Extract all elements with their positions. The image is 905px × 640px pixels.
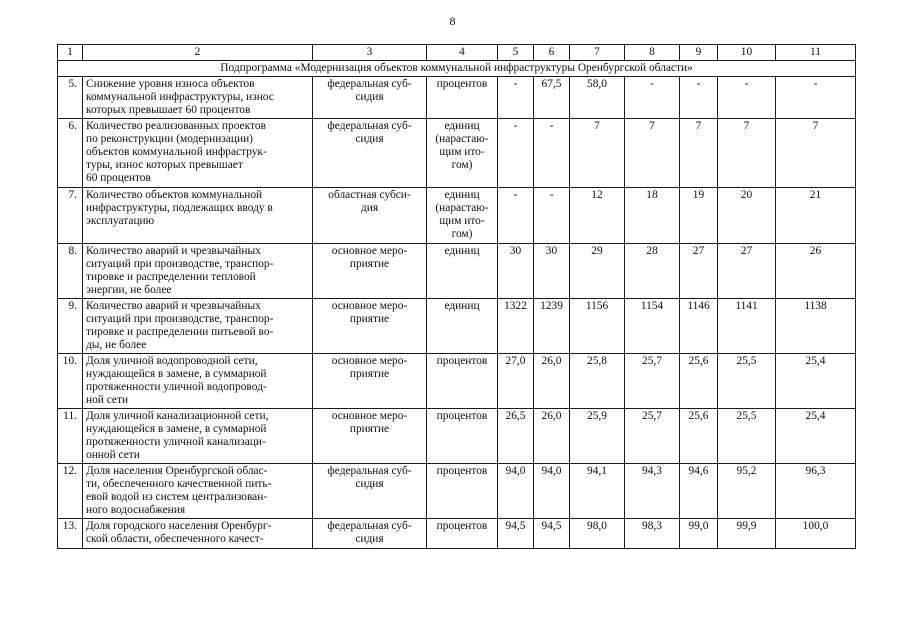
value-cell: 94,0 bbox=[534, 464, 570, 519]
value-cell: 1138 bbox=[776, 299, 856, 354]
value-cell: 12 bbox=[570, 188, 625, 244]
text-line: процентов bbox=[436, 355, 488, 367]
text-line: Количество реализованных проектов bbox=[86, 120, 266, 132]
text-line: энергии, не более bbox=[86, 284, 172, 296]
indicator-cell bbox=[83, 188, 313, 244]
source-cell bbox=[313, 299, 427, 354]
value-cell: 25,6 bbox=[680, 409, 718, 464]
text-line: тировке и распределении тепловой bbox=[86, 271, 256, 283]
value-cell: 21 bbox=[776, 188, 856, 244]
value-cell: 25,7 bbox=[625, 354, 680, 409]
table-row bbox=[58, 77, 856, 119]
column-number: 1 bbox=[58, 45, 83, 61]
value-cell: 99,9 bbox=[718, 519, 776, 549]
text-line: сидия bbox=[355, 533, 384, 545]
column-number: 11 bbox=[776, 45, 856, 61]
value-cell: 1141 bbox=[718, 299, 776, 354]
indicator-cell bbox=[83, 77, 313, 119]
text-line: основное меро- bbox=[331, 245, 408, 257]
value-cell: 25,9 bbox=[570, 409, 625, 464]
column-number: 5 bbox=[498, 45, 534, 61]
value-cell: 25,4 bbox=[776, 354, 856, 409]
column-number: 4 bbox=[427, 45, 498, 61]
value-cell: - bbox=[776, 77, 856, 119]
value-cell: 1322 bbox=[498, 299, 534, 354]
text-line: федеральная суб- bbox=[327, 465, 412, 477]
text-line: единиц bbox=[444, 120, 480, 132]
text-line: федеральная суб- bbox=[327, 120, 412, 132]
value-cell: 25,8 bbox=[570, 354, 625, 409]
unit-cell bbox=[427, 409, 498, 464]
text-line: щим ито- bbox=[439, 146, 485, 158]
text-line: ти, обеспеченного качественной пить- bbox=[86, 478, 272, 490]
text-line: Доля уличной канализационной сети, bbox=[86, 410, 269, 422]
source-cell bbox=[313, 464, 427, 519]
value-cell: 1146 bbox=[680, 299, 718, 354]
column-number: 7 bbox=[570, 45, 625, 61]
value-cell: 25,6 bbox=[680, 354, 718, 409]
value-cell: - bbox=[498, 77, 534, 119]
unit-cell bbox=[427, 188, 498, 244]
text-line: евой водой из систем централизован- bbox=[86, 491, 268, 503]
text-line: процентов bbox=[436, 78, 488, 90]
value-cell: 25,7 bbox=[625, 409, 680, 464]
text-line: дия bbox=[360, 202, 379, 214]
source-cell bbox=[313, 354, 427, 409]
text-line: тировке и распределении питьевой во- bbox=[86, 326, 274, 338]
value-cell: 7 bbox=[680, 119, 718, 188]
text-line: ской области, обеспеченного качест- bbox=[86, 533, 264, 545]
text-line: основное меро- bbox=[331, 300, 408, 312]
value-cell: - bbox=[498, 119, 534, 188]
indicator-cell bbox=[83, 464, 313, 519]
text-line: федеральная суб- bbox=[327, 78, 412, 90]
text-line: гом) bbox=[451, 159, 473, 171]
text-line: щим ито- bbox=[439, 215, 485, 227]
table-row bbox=[58, 354, 856, 409]
value-cell: 1156 bbox=[570, 299, 625, 354]
value-cell: 30 bbox=[534, 244, 570, 299]
value-cell: 94,5 bbox=[534, 519, 570, 549]
source-cell bbox=[313, 119, 427, 188]
text-line: Доля населения Оренбургской облас- bbox=[86, 465, 268, 477]
text-line: приятие bbox=[349, 368, 390, 380]
indicator-cell bbox=[83, 119, 313, 188]
table-row bbox=[58, 519, 856, 549]
value-cell: 26,0 bbox=[534, 409, 570, 464]
value-cell: 98,3 bbox=[625, 519, 680, 549]
indicator-cell bbox=[83, 299, 313, 354]
text-line: приятие bbox=[349, 313, 390, 325]
row-number: 8. bbox=[58, 244, 83, 299]
text-line: сидия bbox=[355, 478, 384, 490]
value-cell: 25,5 bbox=[718, 354, 776, 409]
value-cell: 100,0 bbox=[776, 519, 856, 549]
text-line: туры, износ которых превышает bbox=[86, 159, 243, 171]
value-cell: 94,0 bbox=[498, 464, 534, 519]
source-cell bbox=[313, 244, 427, 299]
value-cell: 26 bbox=[776, 244, 856, 299]
column-number: 3 bbox=[313, 45, 427, 61]
value-cell: 7 bbox=[776, 119, 856, 188]
text-line: ной сети bbox=[86, 394, 129, 406]
text-line: ситуаций при производстве, транспор- bbox=[86, 313, 274, 325]
column-number: 10 bbox=[718, 45, 776, 61]
table-row bbox=[58, 299, 856, 354]
unit-cell bbox=[427, 299, 498, 354]
text-line: приятие bbox=[349, 258, 390, 270]
value-cell: 94,5 bbox=[498, 519, 534, 549]
value-cell: - bbox=[718, 77, 776, 119]
text-line: нуждающейся в замене, в суммарной bbox=[86, 423, 267, 435]
value-cell: 19 bbox=[680, 188, 718, 244]
value-cell: 7 bbox=[718, 119, 776, 188]
text-line: протяженности уличной водопровод- bbox=[86, 381, 267, 393]
text-line: Доля уличной водопроводной сети, bbox=[86, 355, 258, 367]
text-line: ного водоснабжения bbox=[86, 504, 186, 516]
value-cell: 29 bbox=[570, 244, 625, 299]
text-line: областная субси- bbox=[328, 189, 411, 201]
column-number: 8 bbox=[625, 45, 680, 61]
unit-cell bbox=[427, 519, 498, 549]
value-cell: 96,3 bbox=[776, 464, 856, 519]
text-line: 60 процентов bbox=[86, 172, 151, 184]
text-line: коммунальной инфраструктуры, износ bbox=[86, 91, 274, 103]
column-number: 2 bbox=[83, 45, 313, 61]
text-line: основное меро- bbox=[331, 410, 408, 422]
value-cell: 25,4 bbox=[776, 409, 856, 464]
value-cell: - bbox=[680, 77, 718, 119]
value-cell: 98,0 bbox=[570, 519, 625, 549]
value-cell: - bbox=[534, 119, 570, 188]
table-row bbox=[58, 409, 856, 464]
source-cell bbox=[313, 77, 427, 119]
text-line: федеральная суб- bbox=[327, 520, 412, 532]
text-line: которых превышает 60 процентов bbox=[86, 104, 251, 116]
value-cell: 27,0 bbox=[498, 354, 534, 409]
text-line: объектов коммунальной инфраструк- bbox=[86, 146, 267, 158]
subprogram-row bbox=[58, 61, 856, 77]
indicator-cell bbox=[83, 519, 313, 549]
table-row bbox=[58, 188, 856, 244]
unit-cell bbox=[427, 77, 498, 119]
text-line: сидия bbox=[355, 133, 384, 145]
text-line: онной сети bbox=[86, 449, 140, 461]
value-cell: 18 bbox=[625, 188, 680, 244]
table-row bbox=[58, 244, 856, 299]
indicator-cell bbox=[83, 409, 313, 464]
text-line: Количество объектов коммунальной bbox=[86, 189, 263, 201]
value-cell: 95,2 bbox=[718, 464, 776, 519]
value-cell: 26,5 bbox=[498, 409, 534, 464]
text-line: основное меро- bbox=[331, 355, 408, 367]
text-line: ды, не более bbox=[86, 339, 147, 351]
value-cell: 27 bbox=[680, 244, 718, 299]
indicator-cell bbox=[83, 354, 313, 409]
value-cell: 30 bbox=[498, 244, 534, 299]
page-number: 8 bbox=[449, 14, 456, 28]
row-number: 11. bbox=[58, 409, 83, 464]
text-line: Снижение уровня износа объектов bbox=[86, 78, 255, 90]
value-cell: 20 bbox=[718, 188, 776, 244]
text-line: Количество аварий и чрезвычайных bbox=[86, 300, 261, 312]
text-line: инфраструктуры, подлежащих вводу в bbox=[86, 202, 273, 214]
row-number: 13. bbox=[58, 519, 83, 549]
text-line: Доля городского населения Оренбург- bbox=[86, 520, 272, 532]
subprogram-title: Подпрограмма «Модернизация объектов коммунальной инфраструктуры Оренбургской области» bbox=[58, 61, 856, 77]
text-line: процентов bbox=[436, 520, 488, 532]
text-line: единиц bbox=[444, 245, 480, 257]
indicator-cell bbox=[83, 244, 313, 299]
text-line: Количество аварий и чрезвычайных bbox=[86, 245, 261, 257]
value-cell: 26,0 bbox=[534, 354, 570, 409]
value-cell: 99,0 bbox=[680, 519, 718, 549]
text-line: сидия bbox=[355, 91, 384, 103]
unit-cell bbox=[427, 464, 498, 519]
column-number: 9 bbox=[680, 45, 718, 61]
text-line: процентов bbox=[436, 410, 488, 422]
value-cell: 27 bbox=[718, 244, 776, 299]
source-cell bbox=[313, 188, 427, 244]
text-line: (нарастаю- bbox=[435, 133, 489, 145]
text-line: единиц bbox=[444, 300, 480, 312]
text-line: по реконструкции (модернизации) bbox=[86, 133, 253, 145]
source-cell bbox=[313, 409, 427, 464]
value-cell: 67,5 bbox=[534, 77, 570, 119]
row-number: 6. bbox=[58, 119, 83, 188]
value-cell: 1154 bbox=[625, 299, 680, 354]
text-line: протяженности уличной канализаци- bbox=[86, 436, 266, 448]
unit-cell bbox=[427, 119, 498, 188]
row-number: 12. bbox=[58, 464, 83, 519]
text-line: процентов bbox=[436, 465, 488, 477]
column-number-row bbox=[58, 45, 856, 61]
row-number: 5. bbox=[58, 77, 83, 119]
value-cell: 58,0 bbox=[570, 77, 625, 119]
text-line: единиц bbox=[444, 189, 480, 201]
table-row bbox=[58, 464, 856, 519]
value-cell: 94,6 bbox=[680, 464, 718, 519]
unit-cell bbox=[427, 354, 498, 409]
value-cell: 28 bbox=[625, 244, 680, 299]
value-cell: 94,3 bbox=[625, 464, 680, 519]
value-cell: 7 bbox=[625, 119, 680, 188]
row-number: 7. bbox=[58, 188, 83, 244]
text-line: эксплуатацию bbox=[86, 215, 155, 227]
value-cell: 25,5 bbox=[718, 409, 776, 464]
text-line: приятие bbox=[349, 423, 390, 435]
text-line: ситуаций при производстве, транспор- bbox=[86, 258, 274, 270]
indicators-table bbox=[57, 44, 856, 549]
column-number: 6 bbox=[534, 45, 570, 61]
text-line: гом) bbox=[451, 228, 473, 240]
row-number: 10. bbox=[58, 354, 83, 409]
value-cell: - bbox=[534, 188, 570, 244]
value-cell: - bbox=[625, 77, 680, 119]
value-cell: 1239 bbox=[534, 299, 570, 354]
value-cell: - bbox=[498, 188, 534, 244]
value-cell: 7 bbox=[570, 119, 625, 188]
text-line: нуждающейся в замене, в суммарной bbox=[86, 368, 267, 380]
value-cell: 94,1 bbox=[570, 464, 625, 519]
unit-cell bbox=[427, 244, 498, 299]
source-cell bbox=[313, 519, 427, 549]
text-line: (нарастаю- bbox=[435, 202, 489, 214]
row-number: 9. bbox=[58, 299, 83, 354]
table-row bbox=[58, 119, 856, 188]
